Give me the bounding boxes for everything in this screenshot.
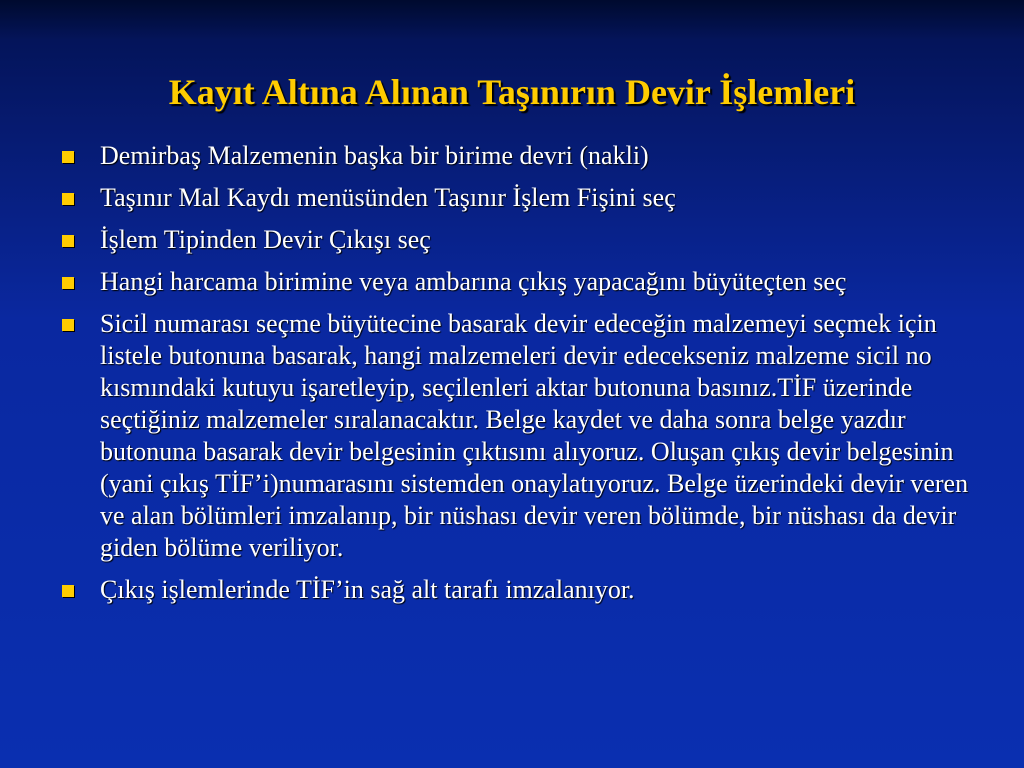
bullet-item: [62, 308, 972, 564]
square-bullet-icon: [62, 585, 74, 597]
square-bullet-icon: [62, 319, 74, 331]
bullet-text: Taşınır Mal Kaydı menüsünden Taşınır İşlem Fişini seç: [100, 183, 676, 212]
square-bullet-icon: [62, 277, 74, 289]
bullet-item: [62, 182, 972, 214]
bullet-text: Çıkış işlemlerinde TİF’in sağ alt tarafı imzalanıyor.: [100, 575, 635, 604]
square-bullet-icon: [62, 193, 74, 205]
slide-title: Kayıt Altına Alınan Taşınırın Devir İşlemleri: [168, 72, 856, 112]
bullet-list: [62, 140, 972, 616]
bullet-text: Sicil numarası seçme büyütecine basarak devir edeceğin malzemeyi seçmek için listele butonuna basarak, hangi malzemeleri devir edecekseniz malzeme sicil no kısmındaki kutuyu işaretleyip, seçilenleri aktar butonuna basınız.TİF üzerinde seçtiğiniz malzemeler sıralanacaktır. Belge kaydet ve daha sonra belge yazdır butonuna basarak devir belgesinin çıktısını alıyoruz. Oluşan çıkış devir belgesinin (yani çıkış TİF’i)numarasını sistemden onaylatıyoruz. Belge üzerindeki devir veren ve alan bölümleri imzalanıp, bir nüshası devir veren bölümde, bir nüshası da devir giden bölüme veriliyor.: [100, 309, 969, 562]
bullet-text: Hangi harcama birimine veya ambarına çıkış yapacağını büyüteçten seç: [100, 267, 847, 296]
bullet-text: Demirbaş Malzemenin başka bir birime devri (nakli): [100, 141, 649, 170]
square-bullet-icon: [62, 151, 74, 163]
bullet-item: [62, 574, 972, 606]
bullet-item: [62, 140, 972, 172]
bullet-item: [62, 224, 972, 256]
bullet-item: [62, 266, 972, 298]
square-bullet-icon: [62, 235, 74, 247]
bullet-text: İşlem Tipinden Devir Çıkışı seç: [100, 225, 431, 254]
